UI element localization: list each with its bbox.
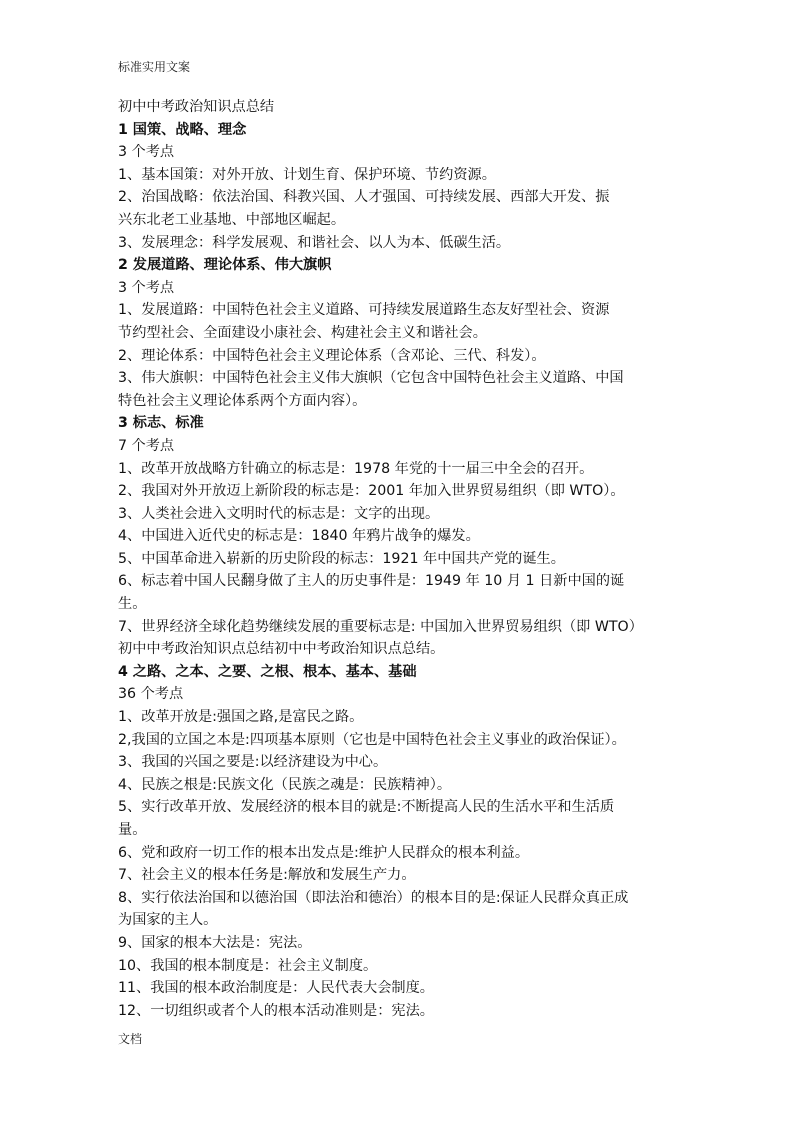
text-line: 36 个考点 (118, 686, 184, 703)
text-line: 生。 (118, 596, 147, 613)
text-line: 4、中国进入近代史的标志是：1840 年鸦片战争的爆发。 (118, 528, 480, 545)
text-line: 为国家的主人。 (118, 912, 218, 929)
text-line: 8、实行依法治国和以德治国（即法治和德治）的根本目的是:保证人民群众真正成 (118, 889, 629, 906)
text-line: 3、伟大旗帜：中国特色社会主义伟大旗帜（它包含中国特色社会主义道路、中国 (118, 370, 624, 387)
section-heading-1: 1 国策、战略、理念 (118, 121, 247, 138)
text-line: 7、社会主义的根本任务是:解放和发展生产力。 (118, 867, 416, 884)
text-line: 12、一切组织或者个人的根本活动准则是：宪法。 (118, 1002, 434, 1019)
text-line: 10、我国的根本制度是：社会主义制度。 (118, 957, 378, 974)
text-line: 3、发展理念：科学发展观、和谐社会、以人为本、低碳生活。 (118, 234, 511, 251)
text-line: 11、我国的根本政治制度是：人民代表大会制度。 (118, 980, 434, 997)
text-line: 1、发展道路：中国特色社会主义道路、可持续发展道路生态友好型社会、资源 (118, 302, 610, 319)
text-line: 3 个考点 (118, 279, 175, 296)
section-heading-4: 4 之路、之本、之要、之根、根本、基本、基础 (118, 663, 417, 680)
text-line: 量。 (118, 822, 147, 838)
text-line: 6、党和政府一切工作的根本出发点是:维护人民群众的根本利益。 (118, 844, 530, 861)
text-line: 6、标志着中国人民翻身做了主人的历史事件是：1949 年 10 月 1 日新中国的诞 (118, 573, 625, 590)
page-header: 标准实用文案 (118, 60, 191, 74)
document-title: 初中中考政治知识点总结 (118, 99, 275, 115)
document-body (118, 96, 698, 1022)
text-line: 3、我国的兴国之要是:以经济建设为中心。 (118, 754, 388, 771)
text-line: 1、改革开放是:强国之路,是富民之路。 (118, 709, 364, 726)
text-line: 2、治国战略：依法治国、科教兴国、人才强国、可持续发展、西部大开发、振 (118, 189, 610, 206)
text-line: 1、基本国策：对外开放、计划生育、保护环境、节约资源。 (118, 166, 496, 183)
text-line: 兴东北老工业基地、中部地区崛起。 (118, 211, 346, 228)
text-line: 特色社会主义理论体系两个方面内容）。 (118, 392, 367, 409)
text-line: 7、世界经济全球化趋势继续发展的重要标志是: 中国加入世界贸易组织（即 WTO） (118, 618, 643, 635)
text-line: 2、我国对外开放迈上新阶段的标志是：2001 年加入世界贸易组织（即 WTO）。 (118, 483, 625, 500)
text-line: 1、改革开放战略方针确立的标志是：1978 年党的十一届三中全会的召开。 (118, 460, 594, 477)
text-line: 2、理论体系：中国特色社会主义理论体系（含邓论、三代、科发）。 (118, 347, 546, 364)
text-line: 初中中考政治知识点总结初中中考政治知识点总结。 (118, 641, 445, 658)
text-line: 5、实行改革开放、发展经济的根本目的就是:不断提高人民的生活水平和生活质 (118, 799, 615, 816)
text-line: 4、民族之根是:民族文化（民族之魂是：民族精神）。 (118, 776, 452, 793)
text-line: 9、国家的根本大法是：宪法。 (118, 934, 312, 951)
text-line: 5、中国革命进入崭新的历史阶段的标志：1921 年中国共产党的诞生。 (118, 550, 565, 567)
page-footer: 文档 (118, 1032, 143, 1046)
text-line: 节约型社会、全面建设小康社会、构建社会主义和谐社会。 (118, 324, 487, 341)
text-line: 7 个考点 (118, 437, 175, 454)
text-line: 3、人类社会进入文明时代的标志是：文字的出现。 (118, 505, 440, 522)
text-line: 3 个考点 (118, 144, 175, 161)
section-heading-2: 2 发展道路、理论体系、伟大旗帜 (118, 257, 332, 274)
section-heading-3: 3 标志、标准 (118, 415, 204, 432)
text-line: 2,我国的立国之本是:四项基本原则（它也是中国特色社会主义事业的政治保证）。 (118, 731, 626, 748)
